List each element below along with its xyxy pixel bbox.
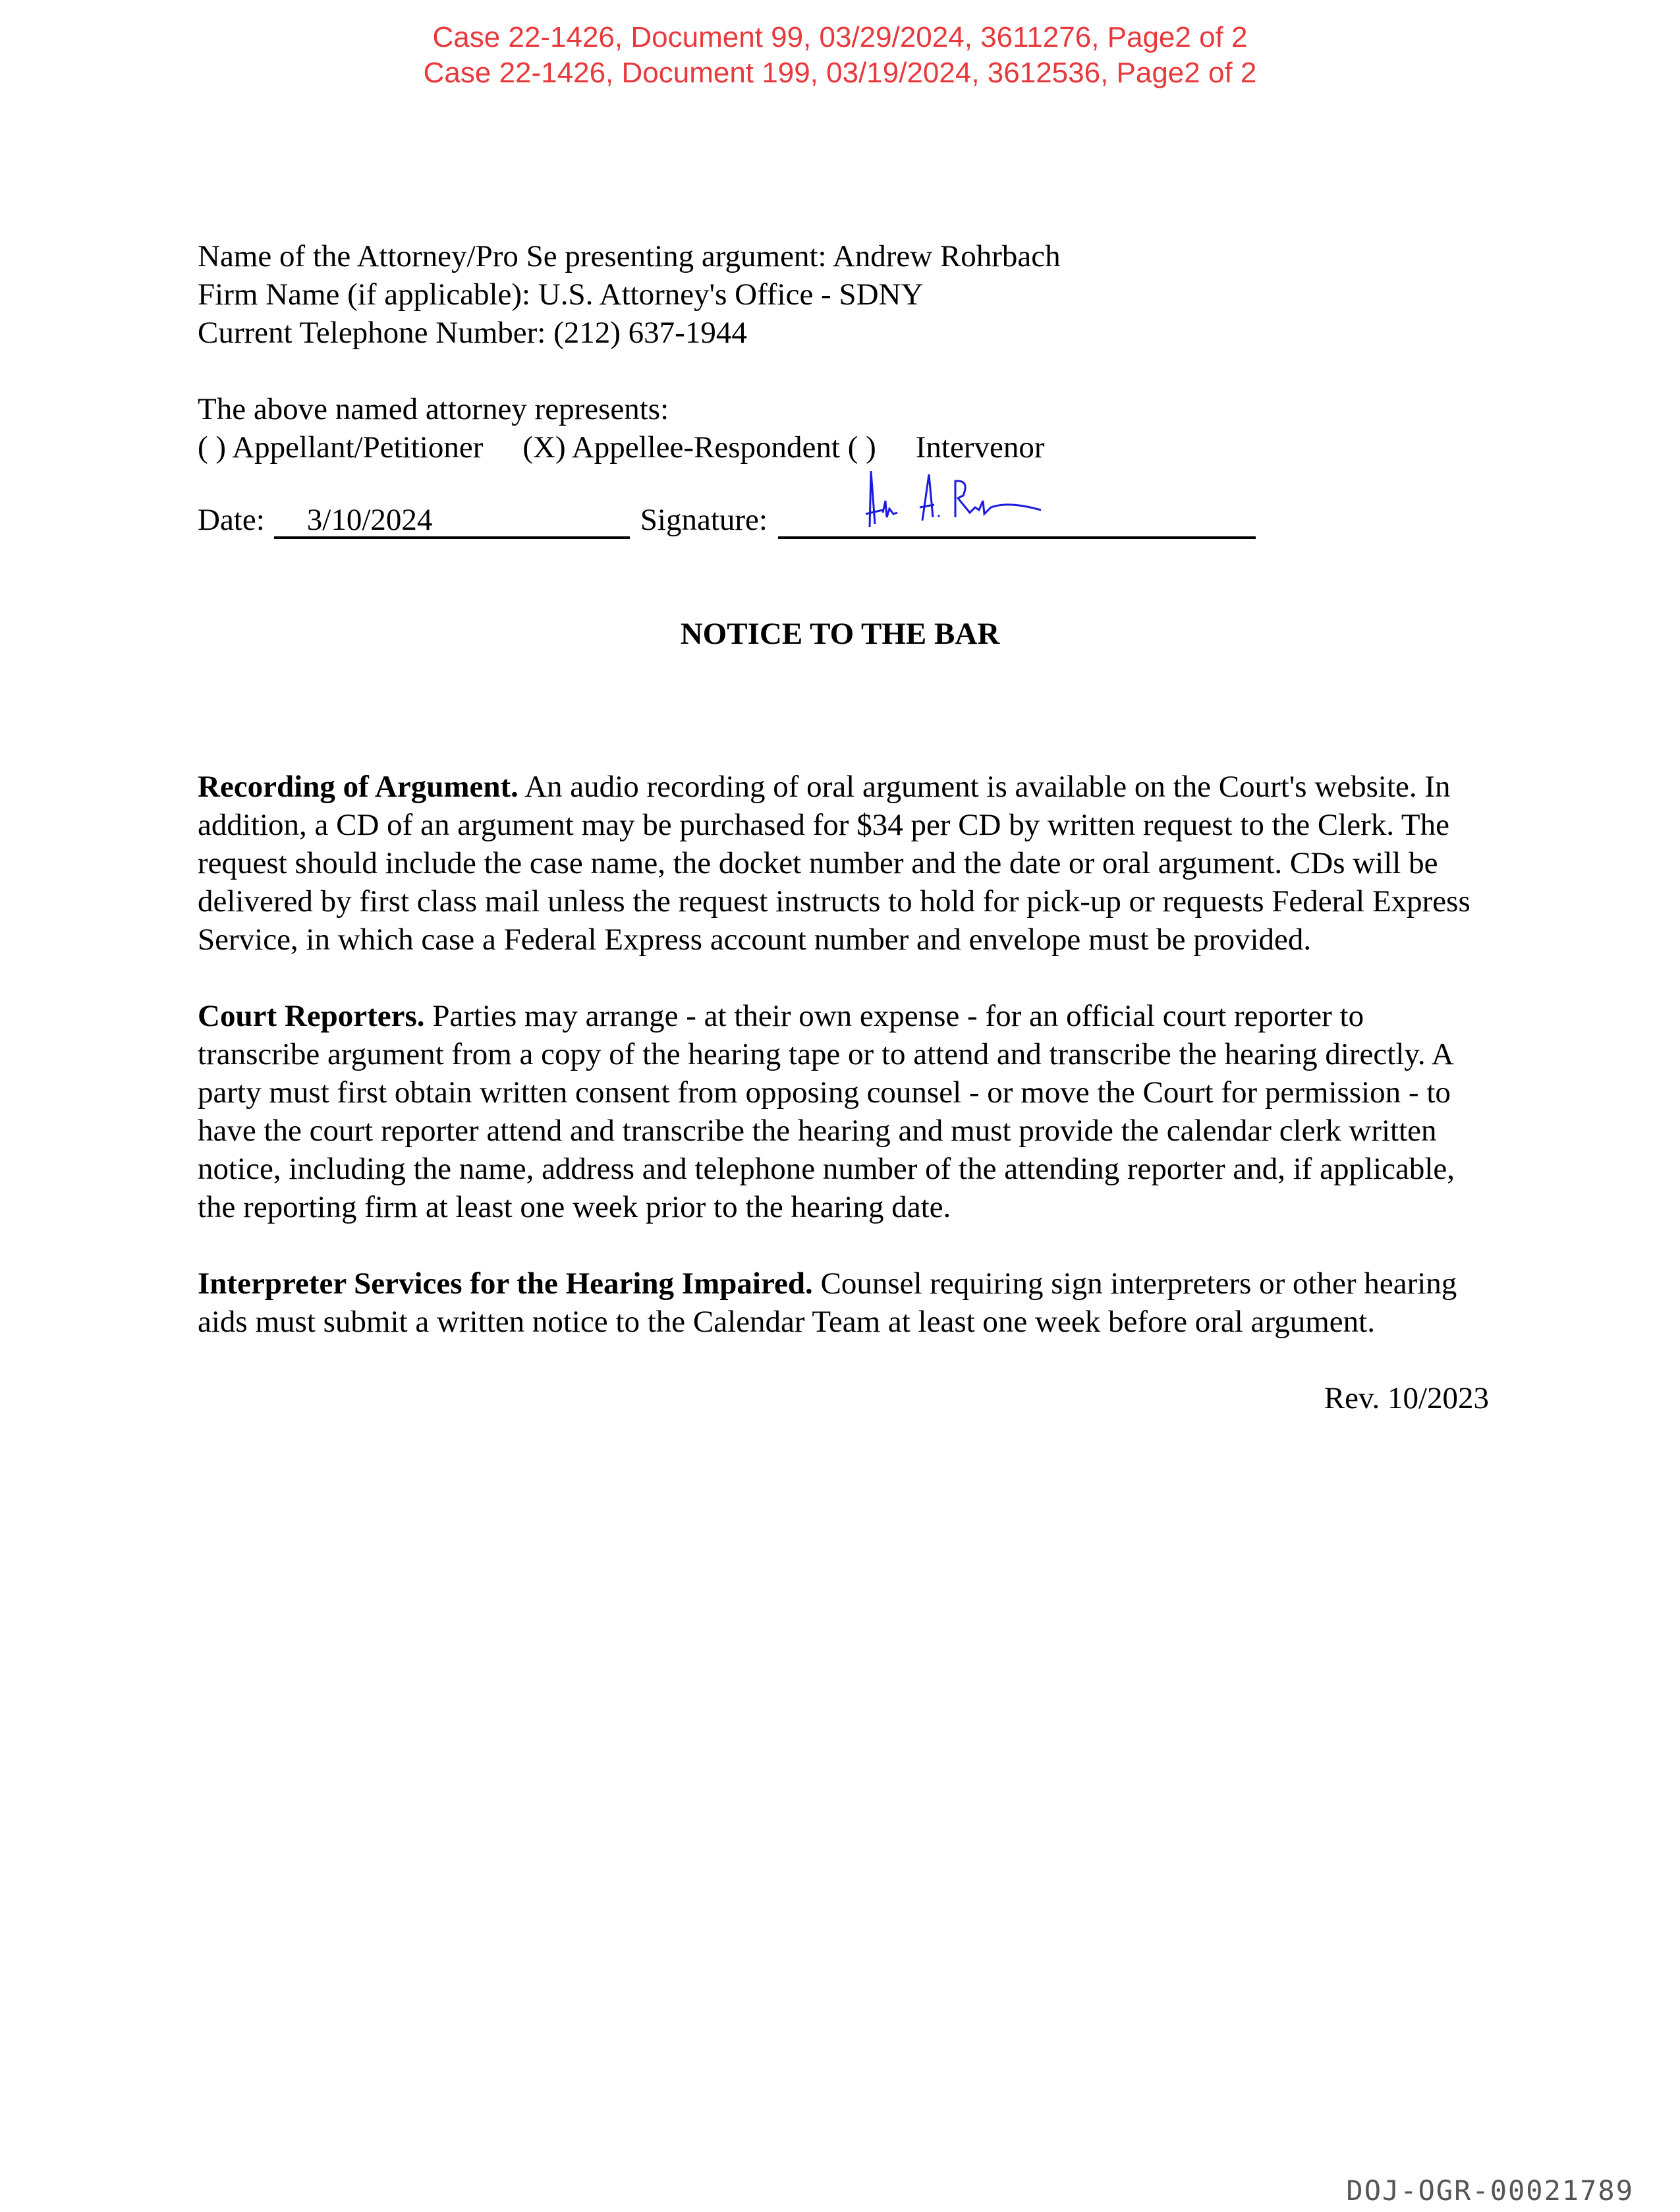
section-recording [198,768,1489,959]
firm-name: Firm Name (if applicable): U.S. Attorney's Office - SDNY [198,277,924,312]
revision: Rev. 10/2023 [1324,1381,1489,1415]
section-heading: Interpreter Services for the Hearing Impaired. [198,1266,813,1301]
case-header-stamp [0,20,1680,91]
represents-block [198,390,1489,467]
intervenor-option: Intervenor [915,430,1045,465]
section-text: Parties may arrange - at their own expense - for an official court reporter to transcribe argument from a copy of the hearing tape or to attend and transcribe the hearing directly. A party must first obtain written consent from opposing counsel - or move the Court for permission - to have the court reporter attend and transcribe the hearing and must provide the calendar clerk written notice, including the name, address and telephone number of the attending reporter and, if applicable, the reporting firm at least one week prior to the hearing date. [198,999,1455,1224]
case-header-overlay-text: Case 22-1426, Document 199, 03/19/2024, 3612536, Page2 of 2 [423,57,1257,89]
date-value: 3/10/2024 [306,503,433,537]
section-interpreter [198,1264,1489,1341]
signature-image [856,461,1054,534]
date-field [274,503,630,539]
appellee-option: (X) Appellee-Respondent ( ) [522,430,876,465]
represents-label: The above named attorney represents: [198,392,669,426]
date-label: Date: [198,503,265,537]
attorney-info [198,237,1489,352]
section-text: Counsel requiring sign interpreters or other hearing aids must submit a written notice to the Calendar Team at least one week before oral argument. [198,1266,1457,1339]
bates-number: DOJ-OGR-00021789 [1346,2174,1634,2207]
notice-title: NOTICE TO THE BAR [680,617,1000,651]
section-heading: Recording of Argument. [198,770,518,804]
case-header-text: Case 22-1426, Document 99, 03/29/2024, 3611276, Page2 of 2 [432,21,1248,53]
date-signature-row [198,498,1489,539]
attorney-name: Name of the Attorney/Pro Se presenting argument: Andrew Rohrbach [198,239,1061,273]
section-heading: Court Reporters. [198,999,425,1033]
appellant-option: ( ) Appellant/Petitioner [198,430,484,465]
notice-sections [198,768,1489,1417]
telephone: Current Telephone Number: (212) 637-1944 [198,316,747,350]
signature-label: Signature: [640,503,768,537]
section-text: An audio recording of oral argument is available on the Court's website. In addition, a CD of an argument may be purchased for $34 per CD by written request to the Clerk. The request should include the case name, the docket number and the date or oral argument. CDs will be delivered by first class mail unless the request instructs to hold for pick-up or requests Federal Express Service, in which case a Federal Express account number and envelope must be provided. [198,770,1470,957]
section-court-reporters [198,997,1489,1226]
